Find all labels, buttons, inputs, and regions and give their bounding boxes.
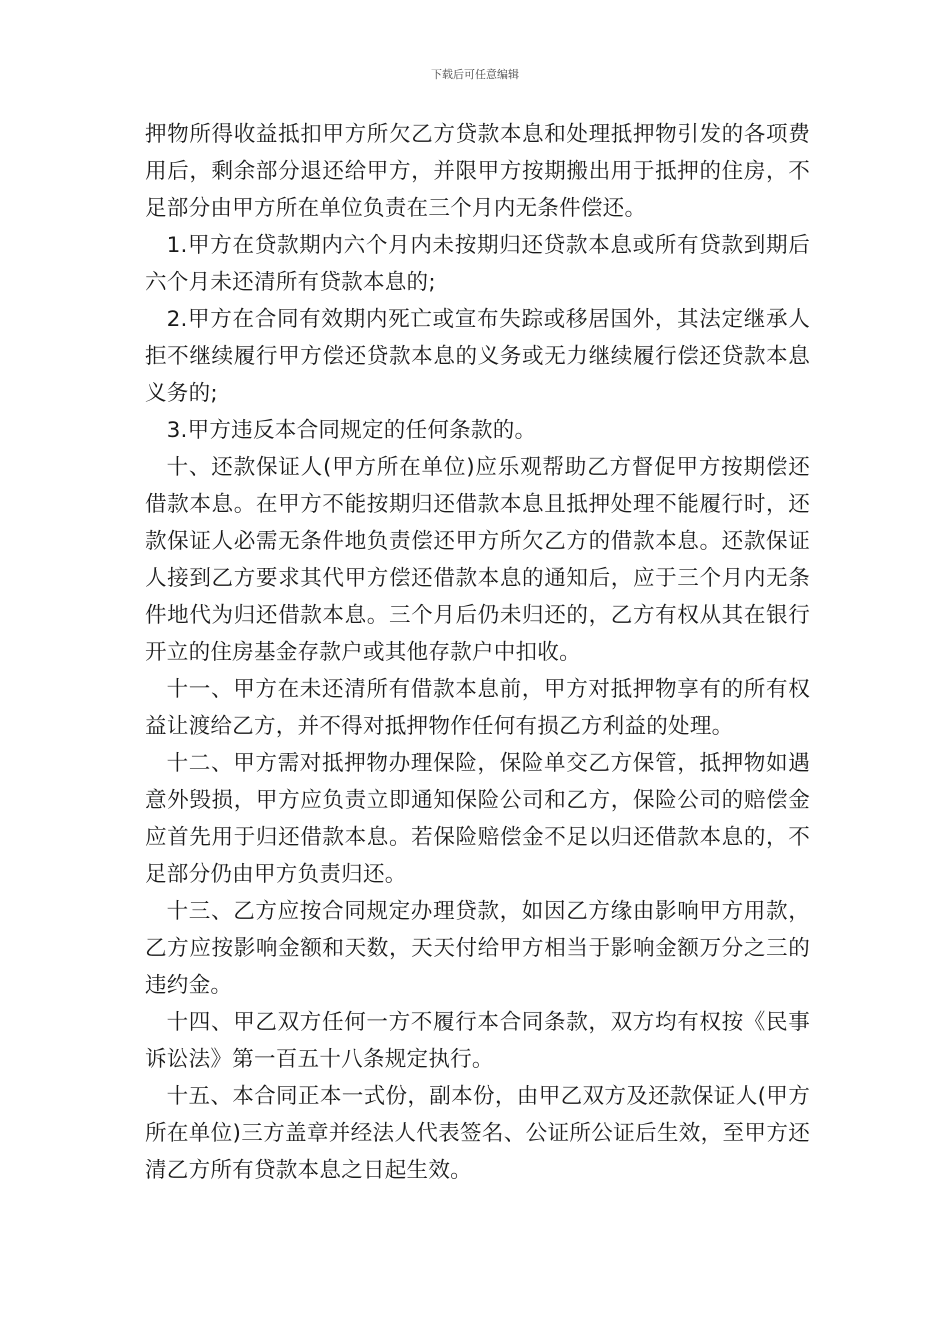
paragraph-clause-14: 十四、甲乙双方任何一方不履行本合同条款，双方均有权按《民事诉讼法》第一百五十八条规定执行。: [145, 1010, 810, 1072]
document-body: [145, 116, 810, 1189]
paragraph-clause-15: 十五、本合同正本一式份，副本份，由甲乙双方及还款保证人(甲方所在单位)三方盖章并经法人代表签名、公证所公证后生效，至甲方还清乙方所有贷款本息之日起生效。: [145, 1084, 810, 1183]
page-header: 下载后可任意编辑: [431, 68, 519, 81]
paragraph-clause-13: 十三、乙方应按合同规定办理贷款，如因乙方缘由影响甲方用款，乙方应按影响金额和天数，天天付给甲方相当于影响金额万分之三的违约金。: [145, 899, 810, 998]
paragraph-continuation: 押物所得收益抵扣甲方所欠乙方贷款本息和处理抵押物引发的各项费用后，剩余部分退还给甲方，并限甲方按期搬出用于抵押的住房，不足部分由甲方所在单位负责在三个月内无条件偿还。: [145, 122, 810, 221]
paragraph-clause-12: 十二、甲方需对抵押物办理保险，保险单交乙方保管，抵押物如遇意外毁损，甲方应负责立即通知保险公司和乙方，保险公司的赔偿金应首先用于归还借款本息。若保险赔偿金不足以归还借款本息的，不足部分仍由甲方负责归还。: [145, 751, 810, 887]
paragraph-clause-10: 十、还款保证人(甲方所在单位)应乐观帮助乙方督促甲方按期偿还借款本息。在甲方不能按期归还借款本息且抵押处理不能履行时，还款保证人必需无条件地负责偿还甲方所欠乙方的借款本息。还款保证人接到乙方要求其代甲方偿还借款本息的通知后，应于三个月内无条件地代为归还借款本息。三个月后仍未归还的，乙方有权从其在银行开立的住房基金存款户或其他存款户中扣收。: [145, 455, 810, 665]
paragraph-item-1: 1.甲方在贷款期内六个月内未按期归还贷款本息或所有贷款到期后六个月未还清所有贷款本息的;: [145, 233, 810, 295]
paragraph-item-3: 3.甲方违反本合同规定的任何条款的。: [166, 418, 537, 443]
paragraph-clause-11: 十一、甲方在未还清所有借款本息前，甲方对抵押物享有的所有权益让渡给乙方，并不得对抵押物作任何有损乙方利益的处理。: [145, 677, 810, 739]
paragraph-item-2: 2.甲方在合同有效期内死亡或宣布失踪或移居国外，其法定继承人拒不继续履行甲方偿还贷款本息的义务或无力继续履行偿还贷款本息义务的;: [145, 307, 810, 406]
